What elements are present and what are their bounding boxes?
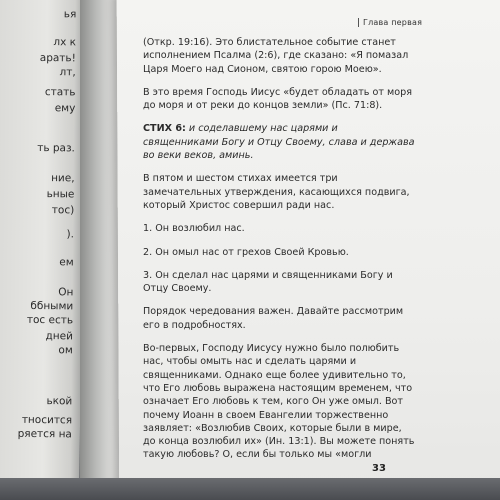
left-page-fragment: стать (44, 86, 76, 99)
verse-label: СТИХ 6: (143, 123, 186, 135)
page-number: 33 (372, 463, 386, 474)
left-page-fragment: ть раз. (37, 142, 75, 155)
left-page-fragment: ья (63, 8, 77, 21)
left-page-fragment: дней (45, 330, 74, 343)
left-page-fragment: ние, (51, 172, 75, 185)
left-page-fragment: ббными (30, 299, 74, 313)
left-page-fragment: ряется на (17, 427, 72, 441)
chapter-header: Глава первая (358, 18, 422, 27)
left-page-fragment: тос есть (26, 313, 74, 327)
background-table (0, 478, 500, 500)
left-page-fragment: тносится (21, 413, 73, 427)
left-page-fragment: ькой (46, 395, 73, 408)
left-page-fragment: ем (59, 256, 74, 269)
verse-text: и соделавшему нас царями и священниками Богу и Отцу Своему, слава и держава во веки веков, аминь. (143, 123, 415, 162)
left-page-fragment: арать! (39, 52, 76, 65)
left-page-fragment: лт, (59, 66, 76, 79)
page-body (143, 36, 415, 472)
paragraph: Порядок чередования важен. Давайте рассмотрим его в подробностях. (143, 306, 404, 331)
paragraph: (Откр. 19:16). Это блистательное событие станет исполнением Псалма (2:6), где сказано: «Я помазал Царя Моего над Сионом, святою горою Моею». (143, 37, 409, 75)
left-page-fragment: ему (54, 102, 76, 115)
paragraph: В пятом и шестом стихах имеется три замечательных утверждения, касающихся подвига, который Христос совершил ради нас. (143, 173, 410, 211)
left-page-fragment: Он (58, 286, 74, 299)
list-item: 2. Он омыл нас от грехов Своей Кровью. (143, 246, 349, 258)
left-page-fragment: тос) (51, 204, 75, 217)
left-page-fragment: ). (66, 228, 75, 241)
left-page-fragment: лх к (53, 36, 77, 49)
left-page-fragment: ьные (46, 188, 75, 201)
paragraph: В это время Господь Иисус «будет обладать от моря до моря и от реки до концов земли» (Пс. 71:8). (143, 86, 412, 112)
list-item: 3. Он сделал нас царями и священниками Богу и Отцу Своему. (143, 269, 393, 295)
left-page (0, 0, 85, 480)
left-page-fragment: ом (58, 344, 73, 357)
list-item: 1. Он возлюбил нас. (143, 223, 245, 235)
verse-paragraph (143, 122, 415, 162)
paragraph: Во-первых, Господу Иисусу нужно было полюбить нас, чтобы омыть нас и сделать царями и священниками. Однако еще более удивительно то, что Его любовь выражена настоящим временем, что означает Его любовь к тем, кого Он уже омыл. Вот почему Иоанн в своем Евангелии торжественно заявляет: «Возлюбив Своих, которые были в мире, до конца возлюбил их» (Ин. 13:1). Вы можете понять такую любовь? О, если бы только мы «могли (143, 343, 415, 461)
